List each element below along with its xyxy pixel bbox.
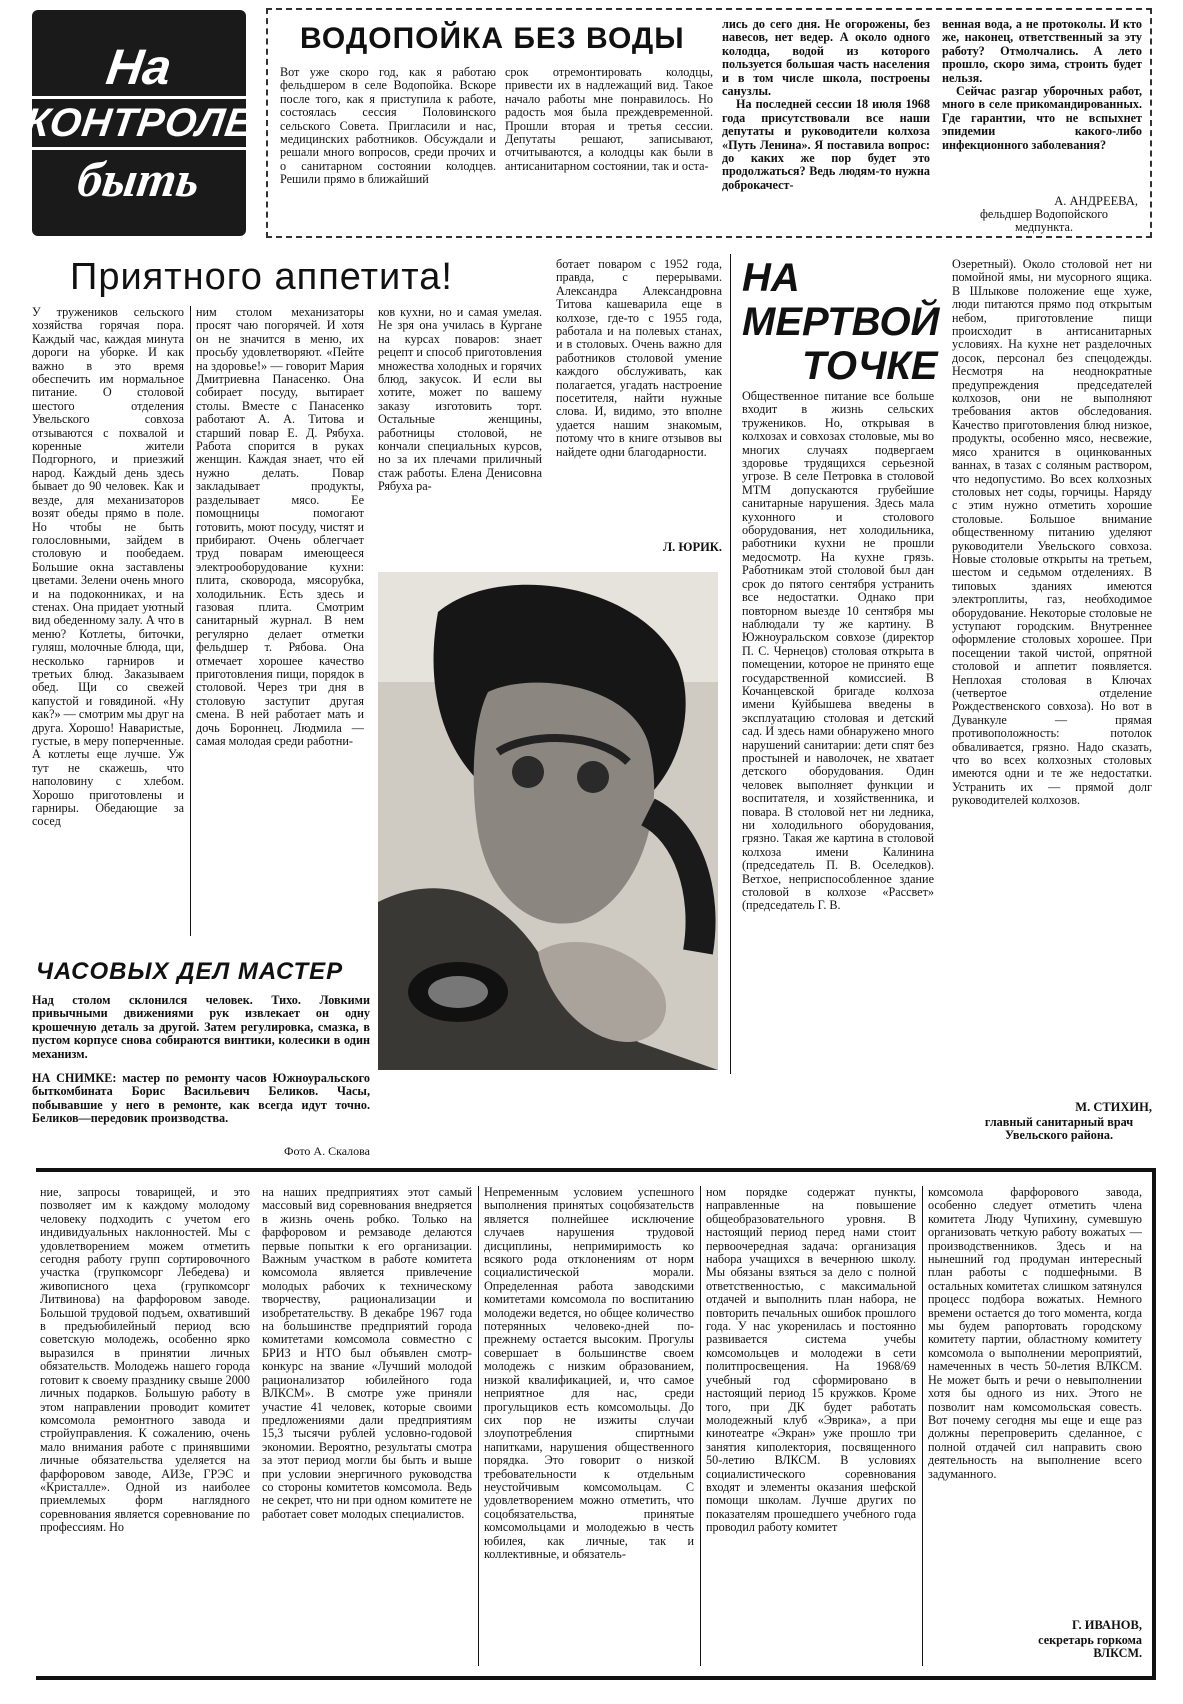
bottom-box-right (1152, 1168, 1156, 1680)
vodopoyka-col-3 (722, 18, 930, 230)
bottom-box-top (36, 1168, 1156, 1172)
rubric-logo (21, 10, 257, 236)
chasovyh-caption: НА СНИМКЕ: мастер по ремонту часов Южноуральского быткомбината Борис Васильевич Беликов. Часы, побывавшие у него в ремонте, как всегда идут точно. Беликов—передовик производства. (32, 1072, 370, 1126)
vodopoyka-title: ВОДОПОЙКА БЕЗ ВОДЫ (300, 22, 685, 55)
vodopoyka-signature: А. АНДРЕЕВА, (1054, 194, 1138, 208)
vodopoyka-col-2: срок отремонтировать колодцы, привести их в надлежащий вид. Такое начало работы мне понравилось. Но радость моя была преждевременной. Прошли вторая и третья сессии. Депутаты решают, записывают, отчитываются, а колодцы как были в антисанитарном состоянии, так и оста- (505, 66, 713, 173)
vodopoyka-signature-role: фельдшер Водопойского медпункта. (980, 208, 1108, 235)
mertvoy-title-line-3: ТОЧКЕ (802, 344, 938, 388)
bottom-signature-role: секретарь горкома ВЛКСМ. (1038, 1634, 1142, 1661)
appetit-divider-1 (190, 306, 191, 936)
mertvoy-title (742, 256, 958, 388)
vodopoyka-col-4 (942, 18, 1142, 192)
bottom-col-4: ном порядке содержат пункты, направленные на повышение общеобразовательного уровня. В настоящий период перед нами стоит первоочередная задача: организация набора учащихся в вечернюю школу. Мы обязаны взяться за дело с полной ответственностью, с максимальной отдачей и выполнить план набора, не повторить печальных ошибок прошлого года. У нас укоренилась и постоянно развивается система учебы комсомольцев и молодежи в сети политпросвещения. На 1968/69 учебный год сформировано в настоящий период 15 кружков. Кроме того, при ДК будет работать молодежный клуб «Эврика», а при кинотеатре «Экран» уже прошло три занятия киполектория, посвященного 50-летию ВЛКСМ. В условиях социалистического соревнования входят и элементы оказания шефской помощи школам. Лучше других по показателям прошедшего учебного года проводил работу комитет (706, 1186, 916, 1535)
bottom-divider-5 (922, 1186, 923, 1666)
bottom-box-bottom (36, 1676, 1156, 1680)
bottom-col-5: комсомола фарфорового завода, особенно следует отметить члена комитета Люду Чупихину, сумевшую организовать четкую работу вожатых — производственников. Здесь и на нынешний год продуман интересный план работы с подшефными. В остальных комитетах слишком затянулся процесс подбора вожатых. Немного времени остается до того момента, когда мы будем рапортовать городскому комитету партии, областному комитету комсомола о выполнении мероприятий, намеченных в честь 50-летия ВЛКСМ. Не может быть и речи о невыполнении хотя бы одного из них. Этого не позволит нам комсомольская совесть. Вот почему сегодня мы еще и еще раз должны перепроверить сделанное, с полной отдачей сил направить свою деятельность на выполнение всего задуманного. (928, 1186, 1142, 1481)
rubric-line-3: быть (74, 151, 204, 207)
rubric-line-1: На (103, 39, 175, 95)
appetit-title: Приятного аппетита! (70, 256, 453, 298)
bottom-col-2: на наших предприятиях этот самый массовый вид соревнования внедряется в жизнь очень робко. Только на фарфоровом и ремзаводе делаются первые попытки к его организации. Важным участком в работе комитета комсомола является привлечение молодых рабочих к техническому творчеству, рационализации и изобретательству. В декабре 1967 года на большинстве предприятий города комитетами комсомола совместно с БРИЗ и НТО был объявлен смотр-конкурс на звание «Лучший молодой рационализатор юбилейного года ВЛКСМ». В смотре уже приняли участие 41 человек, которые своими предложениями дали предприятиям 15,3 тысячи рублей условно-годовой экономии. Вероятно, результаты смотра за этот период могли бы быть и выше при условии энергичного руководства со стороны комитетов комсомола. Ведь не секрет, что ни при одном комитете не работает совет молодых специалистов. (262, 1186, 472, 1521)
rubric-line-2: КОНТРОЛЕ (21, 96, 257, 150)
mertvoy-signature-role: главный санитарный врач Увельского района. (984, 1116, 1134, 1143)
bottom-col-3: Непременным условием успешного выполнения принятых соцобязательств является полнейшее исключение случаев нарушения трудовой дисциплины, непримиримость ко всякого рода отклонениям от норм социалистической морали. Определенная работа заводскими комитетами комсомола по воспитанию молодежи ведется, но общее количество потерянных человеко-дней по-прежнему остается высоким. Прогулы совершает в большинстве своем молодежь с низким образованием, низкой квалификацией, и, что самое неприятное для нас, среди прогульщиков есть комсомольцы. До сих пор не изжиты случаи злоупотребления спиртными напитками, нарушения общественного порядка. Это говорит о низкой требовательности к отдельным неустойчивым комсомольцам. С удовлетворением можно отметить, что соцобязательства, принятые комсомольцами и молодежью в честь юбилея, как личные, так и коллективные, и обязатель- (484, 1186, 694, 1561)
appetit-signature: Л. ЮРИК. (662, 540, 722, 554)
vodopoyka-col-4-p1: венная вода, а не протоколы. И кто же, наконец, ответственный за эту работу? Отмолчались. А лето прошло, скоро зима, строить будет нельзя. (942, 18, 1142, 85)
bottom-divider-3 (478, 1186, 479, 1666)
bottom-signature: Г. ИВАНОВ, (1071, 1618, 1142, 1632)
watchmaker-photo (378, 572, 718, 1070)
vodopoyka-col-4-p2: Сейчас разгар уборочных работ, много в селе прикомандированных. Где гарантии, что не вспыхнет эпидемии какого-либо инфекционного заболевания? (942, 84, 1142, 152)
chasovyh-title: ЧАСОВЫХ ДЕЛ МАСТЕР (36, 958, 344, 985)
mertvoy-col-1: Общественное питание все больше входит в жизнь сельских тружеников. Но, открывая в колхозах и совхозах столовые, мы во многих случаях подвергаем здоровье трудящихся серьезной угрозе. В селе Петровка в столовой МТМ допускаются грубейшие санитарные нарушения. Здесь мала кухонного и столового оборудования, нет холодильника, работники кухни не прошли медосмотр. На кухне грязь. Работникам этой столовой был дан срок до пятого сентября устранить все недостатки. Однако при повторном выезде 10 сентября мы наблюдали ту же картину. В Южноуральском совхозе (директор П. С. Чернецов) столовая открыта в помещении, которое не принято еще государственной комиссией. В Кочанцевской бригаде колхоза имени Куйбышева введены в эксплуатацию столовая и детский сад. И здесь нами обнаружено много нарушений санитарии: дети спят без простыней и наволочек, не хватает детского оборудования. Один человек выполняет функции и воспитателя, и хозяйственника, и повара. В столовой нет ни ледника, ни холодильного оборудования, грязно. Такая же картина в столовой колхоза имени Калинина (председатель П. В. Оселедков). Ветхое, неприспособленное здание столовой в колхозе «Рассвет» (председатель Г. В. (742, 390, 934, 913)
mertvoy-signature: М. СТИХИН, (1075, 1100, 1152, 1114)
chasovyh-photo-credit: Фото А. Скалова (284, 1144, 370, 1158)
chasovyh-text: Над столом склонился человек. Тихо. Ловкими привычными движениями рук извлекает он одну крошечную деталь за другой. Затем регулировка, смазка, в пустом корпусе снова собираются винтики, колесики в один механизм. (32, 994, 370, 1061)
vodopoyka-col-3-p1: лись до сего дня. Не огорожены, без навесов, нет ведер. А около одного колодца, водой из которого пользуется большая часть населения и в том числе школа, построены санузлы. (722, 18, 930, 99)
watchmaker-image (378, 572, 718, 1070)
mertvoy-col-2: Озеретный). Около столовой нет ни помойной ямы, ни мусорного ящика. В Шлыкове положение еще хуже, люди питаются прямо под открытым небом, приготовление пищи происходит в антисанитарных условиях. На кухне нет разделочных досок, персонал без спецодежды. Несмотря на неоднократные предупреждения председателей колхозов, они не выполняют требования актов обследования. Качество приготовления блюд низкое, продукты, особенно мясо, несвежие, мясо хранится в оцинкованных ваннах, в тазах с соляным раствором, что недопустимо. Во всех колхозных столовых нет соды, горчицы. Наряду с этим нужно отметить хорошие столовые. Большое внимание общественному питанию уделяют руководители Увельского совхоза. Новые столовые открыты на третьем, шестом и седьмом отделениях. В типовых зданиях имеются электроплиты, газ, необходимое оборудование. Некоторые столовые не уступают городским. Внутреннее оформление столовых хорошее. При посещении такой чистой, опрятной столовой и аппетит появляется. Неплохая столовая в Ключах (четвертое отделение Рождественского совхоза). Но вот в Дуванкуле — прямая противоположность: потолок обваливается, грязно. Надо сказать, что во всех колхозных столовых имеются одни и те же недостатки. Устранить их — прямой долг руководителей колхозов. (952, 258, 1152, 808)
bottom-divider-4 (700, 1186, 701, 1666)
vodopoyka-col-3-p2: На последней сессии 18 июля 1968 года присутствовали все наши депутаты и руководители колхоза «Путь Ленина». Я поставила вопрос: до каких же пор будет это продолжаться? Ведь людям-то нужна доброкачест- (722, 97, 930, 192)
appetit-col-2: ним столом механизаторы просят чаю погорячей. И хотя он не значится в меню, их просьбу удовлетворяют. «Пейте на здоровье!» — говорит Мария Дмитриевна Панасенко. Она собирает посуду, вытирает столы. Вместе с Панасенко работают А. А. Титова и старший повар Е. Д. Рябуха. Работа спорится в руках женщин. Каждая знает, что ей нужно делать. Повар закладывает продукты, разделывает мясо. Ее помощницы помогают готовить, моют посуду, чистят и прибирают. Очень облегчает труд поварам имеющееся электрооборудование кухни: плита, сковорода, мясорубка, холодильник. Есть здесь и газовая плита. Смотрим санитарный журнал. В нем регулярно делает отметки фельдшер т. Рябова. Она отмечает хорошее качество приготовления пищи, порядок в столовой. Через три дня в столовую заступит другая смена. В ней работает мать и дочь Бороннец. Людмила — самая молодая среди работни- (196, 306, 364, 748)
appetit-col-1: У тружеников сельского хозяйства горячая пора. Каждый час, каждая минута дороги на уборке. И как важно в это время обеспечить им нормальное питание. О столовой шестого отделения Увельского совхоза отзываются с похвалой и коренные жители Подгорного, и приезжий народ. Каждый день здесь бывает до 90 человек. Как и везде, для механизаторов возят обеды прямо в поле. Но чтобы не быть голословными, зайдем в столовую и пообедаем. Большие окна заставлены цветами. Зелени очень много и на подоконниках, и на стенах. Она придает уютный вид обеденному залу. А что в меню? Котлеты, биточки, гуляш, молочные блюда, щи, несколько гарниров и третьих блюд. Заказываем обед. Щи со свежей капустой и говядиной. «Ну как?» — смотрим мы друг на друга. Хорошо! Наваристые, густые, в меру поперченные. А котлеты еще лучше. Уж тут не скажешь, что наполовину с хлебом. Хорошо приготовлены и гарниры. Обедающие за сосед (32, 306, 184, 829)
mertvoy-title-line-2: МЕРТВОЙ (742, 300, 940, 344)
appetit-col-3: ков кухни, но и самая умелая. Не зря она училась в Кургане на курсах поваров: знает рецепт и способ приготовления множества холодных и горячих блюд, закусок. И если вы хотите, может по вашему заказу изготовить торт. Остальные женщины, работницы столовой, не кончали специальных курсов, но за их плечами приличный стаж работы. Елена Денисовна Рябуха ра- (378, 306, 542, 494)
mertvoy-divider (730, 254, 731, 1074)
appetit-col-4: ботает поваром с 1952 года, правда, с перерывами. Александра Александровна Титова кашеварила еще в колхозе, где-то с 1955 года, работала и на полевых станах, и в столовых. Очень важно для работников столовой умение каждого обслуживать, как полагается, угадать настроение посетителя, найти нужные слова. И, видимо, это вполне удается нашим знакомым, потому что в книге отзывов вы найдете одни благодарности. (556, 258, 722, 459)
bottom-col-1: ние, запросы товарищей, и это позволяет им к каждому молодому человеку подходить с учетом его индивидуальных наклонностей. Мы с удовлетворением можем отметить сегодня работу групп сортировочного участка (групкомсорг Лебедева) и живописного цеха (групкомсорг Литвинова) на фарфоровом заводе. Большой трудовой подъем, охвативший в предъюбилейный период всю советскую молодежь, особенно ярко выразился в принятии личных обязательств. Молодежь нашего города готовит к своему празднику свыше 2000 личных подарков. Большую работу в этом направлении проводит комитет комсомола ремонтного завода и стройуправления. К сожалению, очень мало внимания работе с принявшими личные обязательства уделяется на фарфоровом заводе, АИЗе, ГРЭС и «Кристалле». Одной из наиболее приемлемых форм наглядного соревнования является соревнование по профессиям. Но (40, 1186, 250, 1535)
mertvoy-title-line-1: НА (742, 256, 800, 300)
vodopoyka-col-1: Вот уже скоро год, как я работаю фельдшером в селе Водопойка. Вскоре после того, как я приступила к работе, состоялась сессия Половинского сельского Совета. Пригласили и нас, медицинских работников. Обсуждали и решали много вопросов, среди прочих и о санитарном состоянии колодцев. Решили прямо в ближайший (280, 66, 496, 187)
